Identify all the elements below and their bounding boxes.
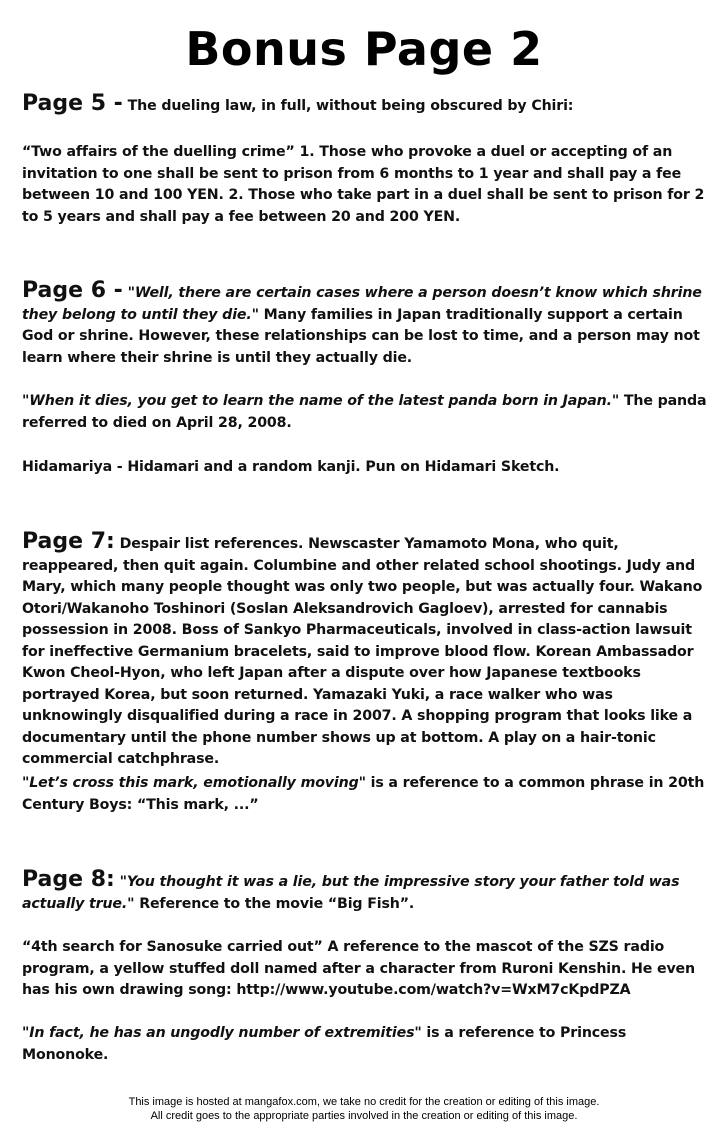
page7-mark <box>22 773 712 816</box>
footer-line2: All credit goes to the appropriate parties involved in the creation or editing of this image. <box>150 1110 578 1122</box>
page8-sanosuke <box>22 937 712 1002</box>
page8-text2: is a reference to Princess Mononoke. <box>22 1025 627 1063</box>
page5-law-quote: “Two affairs of the duelling crime” <box>22 144 295 160</box>
page6-quote2: "When it dies, you get to learn the name of the latest panda born in Japan." <box>22 393 620 409</box>
page5-section <box>22 93 712 118</box>
page5-law <box>22 142 712 228</box>
page5-intro <box>22 93 712 118</box>
page5-header: Page 5 - <box>22 91 123 116</box>
page6-hidamariya <box>22 457 712 479</box>
page-title: Bonus Page 2 <box>185 22 543 76</box>
page5-intro-text: The dueling law, in full, without being obscured by Chiri: <box>127 98 574 114</box>
page8-quote1: "You thought it was a lie, but the impressive story your father told was actually true." <box>22 874 680 912</box>
page7-header: Page 7: <box>22 529 115 554</box>
credit-footer <box>0 1095 728 1123</box>
page8-header: Page 8: <box>22 867 115 892</box>
page8-quote2: "In fact, he has an ungodly number of extremities" <box>22 1025 422 1041</box>
page6-quote1: "Well, there are certain cases where a person doesn’t know which shrine they belong to until they die." <box>22 285 702 323</box>
page8-section <box>22 869 712 915</box>
page7-text: Despair list references. Newscaster Yamamoto Mona, who quit, reappeared, then quit again. Columbine and other related school shootings. Judy and Mary, which many people thought was only two people, but was actually four. Wakano Otori/Wakanoho Toshinori (Soslan Aleksandrovich Gagloev), arrested for cannabis possession in 2008. Boss of Sankyo Pharmaceuticals, involved in class-action lawsuit for ineffective Germanium bracelets, said to improve blood flow. Korean Ambassador Kwon Cheol-Hyon, who left Japan after a dispute over how Japanese textbooks portrayed Korea, but soon returned. Yamazaki Yuki, a race walker who was unknowingly disqualified during a race in 2007. A shopping program that looks like a documentary until the phone number shows up at bottom. A play on a hair-tonic commercial catchphrase. <box>22 536 703 767</box>
page7-body <box>22 531 712 771</box>
page8-text1: Reference to the movie “Big Fish”. <box>139 895 415 912</box>
page8-mononoke <box>22 1023 712 1066</box>
page6-hidamariya-text: Hidamariya - Hidamari and a random kanji. Pun on Hidamari Sketch. <box>22 459 560 475</box>
page6-text2: The panda referred to died on April 28, 2008. <box>22 393 707 431</box>
page6-header: Page 6 - <box>22 278 123 303</box>
page8-sanosuke-text: “4th search for Sanosuke carried out” A reference to the mascot of the SZS radio program, a yellow stuffed doll named after a character from Ruroni Kenshin. He even has his own drawing song: http://www.youtube.com/watch?v=WxM7cKpdPZA <box>22 939 695 998</box>
page5-law-text: 1. Those who provoke a duel or accepting of an invitation to one shall be sent to prison from 6 months to 1 year and shall pay a fee between 10 and 100 YEN. 2. Those who take part in a duel shall be sent to prison for 2 to 5 years and shall pay a fee between 20 and 200 YEN. <box>22 144 705 225</box>
page6-text1: Many families in Japan traditionally support a certain God or shrine. However, these relationships can be lost to time, and a person may not learn where their shrine is until they actually die. <box>22 306 700 366</box>
page6-section <box>22 280 712 369</box>
page6-panda <box>22 391 712 434</box>
page8-intro <box>22 869 712 915</box>
page7-quote-text: is a reference to a common phrase in 20th Century Boys: “This mark, ...” <box>22 775 705 813</box>
page6-intro <box>22 280 712 369</box>
footer-line1: This image is hosted at mangafox.com, we take no credit for the creation or editing of this image. <box>128 1096 600 1108</box>
page7-quote: "Let’s cross this mark, emotionally moving" <box>22 775 366 791</box>
page7-section <box>22 531 712 771</box>
